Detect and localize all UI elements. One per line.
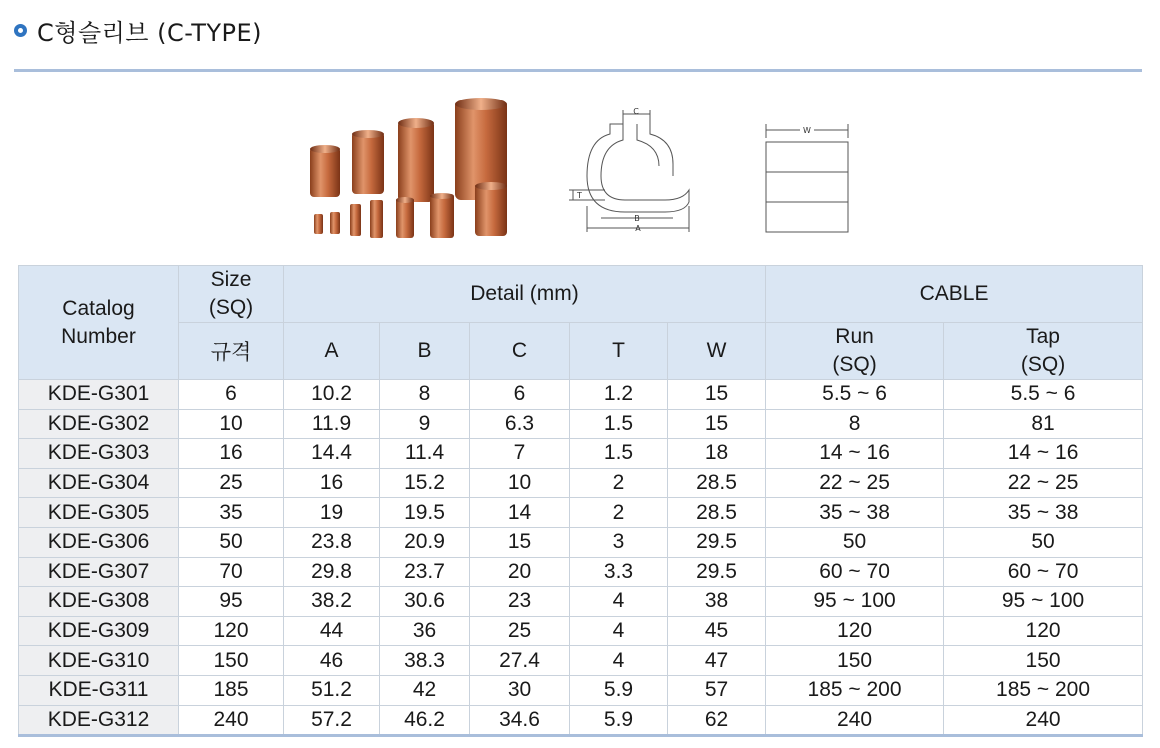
- catalog-number-cell: KDE-G312: [19, 705, 179, 736]
- t-cell: 1.5: [570, 409, 668, 439]
- title-divider: [14, 69, 1142, 72]
- catalog-number-cell: KDE-G310: [19, 646, 179, 676]
- col-c: C: [470, 323, 570, 380]
- tap-cell: 50: [944, 527, 1143, 557]
- tap-cell: 120: [944, 616, 1143, 646]
- b-cell: 8: [380, 380, 470, 410]
- spec-table: [18, 265, 1143, 737]
- col-tap: Tap (SQ): [944, 323, 1143, 380]
- tap-cell: 14 ~ 16: [944, 439, 1143, 469]
- t-label: T: [577, 191, 582, 200]
- table-row: [19, 468, 1143, 498]
- table-row: [19, 409, 1143, 439]
- size-cell: 16: [179, 439, 284, 469]
- col-t: T: [570, 323, 668, 380]
- w-cell: 47: [668, 646, 766, 676]
- size-cell: 10: [179, 409, 284, 439]
- catalog-number-cell: KDE-G305: [19, 498, 179, 528]
- run-cell: 22 ~ 25: [766, 468, 944, 498]
- table-row: [19, 557, 1143, 587]
- c-cell: 23: [470, 587, 570, 617]
- size-cell: 185: [179, 675, 284, 705]
- col-w: W: [668, 323, 766, 380]
- c-cell: 34.6: [470, 705, 570, 736]
- catalog-number-cell: KDE-G303: [19, 439, 179, 469]
- w-cell: 57: [668, 675, 766, 705]
- w-label: W: [803, 126, 811, 135]
- run-cell: 5.5 ~ 6: [766, 380, 944, 410]
- table-row: [19, 705, 1143, 736]
- b-cell: 11.4: [380, 439, 470, 469]
- size-cell: 150: [179, 646, 284, 676]
- size-cell: 70: [179, 557, 284, 587]
- page-title: C형슬리브 (C-TYPE): [37, 18, 263, 47]
- c-cell: 6.3: [470, 409, 570, 439]
- b-cell: 42: [380, 675, 470, 705]
- run-cell: 120: [766, 616, 944, 646]
- t-cell: 4: [570, 587, 668, 617]
- table-row: [19, 380, 1143, 410]
- run-cell: 50: [766, 527, 944, 557]
- col-b: B: [380, 323, 470, 380]
- w-width-diagram: [756, 118, 858, 236]
- a-cell: 14.4: [284, 439, 380, 469]
- a-cell: 46: [284, 646, 380, 676]
- c-cell: 15: [470, 527, 570, 557]
- catalog-number-cell: KDE-G307: [19, 557, 179, 587]
- b-cell: 15.2: [380, 468, 470, 498]
- w-cell: 29.5: [668, 527, 766, 557]
- run-cell: 95 ~ 100: [766, 587, 944, 617]
- b-cell: 30.6: [380, 587, 470, 617]
- run-cell: 8: [766, 409, 944, 439]
- catalog-number-cell: KDE-G309: [19, 616, 179, 646]
- c-cell: 14: [470, 498, 570, 528]
- c-label: C: [633, 107, 639, 116]
- size-cell: 95: [179, 587, 284, 617]
- table-row: [19, 646, 1143, 676]
- run-cell: 60 ~ 70: [766, 557, 944, 587]
- catalog-number-cell: KDE-G301: [19, 380, 179, 410]
- col-detail: Detail (mm): [284, 266, 766, 323]
- c-cell: 6: [470, 380, 570, 410]
- col-cable: CABLE: [766, 266, 1143, 323]
- b-cell: 38.3: [380, 646, 470, 676]
- b-cell: 36: [380, 616, 470, 646]
- a-cell: 10.2: [284, 380, 380, 410]
- t-cell: 1.5: [570, 439, 668, 469]
- product-photo: [300, 92, 510, 242]
- c-cell: 7: [470, 439, 570, 469]
- a-cell: 16: [284, 468, 380, 498]
- w-cell: 28.5: [668, 498, 766, 528]
- c-profile-diagram: [565, 106, 695, 236]
- b-label: B: [634, 214, 640, 223]
- c-cell: 10: [470, 468, 570, 498]
- run-cell: 150: [766, 646, 944, 676]
- col-size: Size (SQ): [179, 266, 284, 323]
- bullet-icon: [14, 24, 27, 37]
- tap-cell: 240: [944, 705, 1143, 736]
- size-cell: 240: [179, 705, 284, 736]
- w-cell: 15: [668, 380, 766, 410]
- col-size-sub: 규격: [179, 323, 284, 380]
- c-cell: 20: [470, 557, 570, 587]
- c-cell: 25: [470, 616, 570, 646]
- spec-table-body: [19, 380, 1143, 736]
- t-cell: 3: [570, 527, 668, 557]
- catalog-number-cell: KDE-G306: [19, 527, 179, 557]
- a-cell: 38.2: [284, 587, 380, 617]
- tap-cell: 22 ~ 25: [944, 468, 1143, 498]
- page-header: [14, 12, 262, 48]
- w-cell: 62: [668, 705, 766, 736]
- a-cell: 29.8: [284, 557, 380, 587]
- c-cell: 27.4: [470, 646, 570, 676]
- col-a: A: [284, 323, 380, 380]
- col-catalog-number: Catalog Number: [19, 266, 179, 380]
- tap-cell: 150: [944, 646, 1143, 676]
- w-cell: 45: [668, 616, 766, 646]
- table-row: [19, 527, 1143, 557]
- size-cell: 35: [179, 498, 284, 528]
- size-cell: 50: [179, 527, 284, 557]
- tap-cell: 81: [944, 409, 1143, 439]
- table-row: [19, 439, 1143, 469]
- col-run: Run (SQ): [766, 323, 944, 380]
- b-cell: 19.5: [380, 498, 470, 528]
- t-cell: 5.9: [570, 705, 668, 736]
- a-cell: 57.2: [284, 705, 380, 736]
- table-row: [19, 587, 1143, 617]
- tap-cell: 60 ~ 70: [944, 557, 1143, 587]
- b-cell: 20.9: [380, 527, 470, 557]
- catalog-number-cell: KDE-G308: [19, 587, 179, 617]
- catalog-number-cell: KDE-G302: [19, 409, 179, 439]
- t-cell: 5.9: [570, 675, 668, 705]
- w-cell: 28.5: [668, 468, 766, 498]
- run-cell: 185 ~ 200: [766, 675, 944, 705]
- a-cell: 51.2: [284, 675, 380, 705]
- size-cell: 120: [179, 616, 284, 646]
- a-cell: 19: [284, 498, 380, 528]
- a-cell: 11.9: [284, 409, 380, 439]
- catalog-number-cell: KDE-G311: [19, 675, 179, 705]
- a-label: A: [635, 224, 641, 233]
- c-cell: 30: [470, 675, 570, 705]
- b-cell: 9: [380, 409, 470, 439]
- w-cell: 38: [668, 587, 766, 617]
- w-cell: 29.5: [668, 557, 766, 587]
- run-cell: 14 ~ 16: [766, 439, 944, 469]
- tap-cell: 95 ~ 100: [944, 587, 1143, 617]
- w-cell: 15: [668, 409, 766, 439]
- t-cell: 2: [570, 468, 668, 498]
- b-cell: 23.7: [380, 557, 470, 587]
- run-cell: 240: [766, 705, 944, 736]
- b-cell: 46.2: [380, 705, 470, 736]
- catalog-number-cell: KDE-G304: [19, 468, 179, 498]
- t-cell: 2: [570, 498, 668, 528]
- a-cell: 23.8: [284, 527, 380, 557]
- t-cell: 4: [570, 646, 668, 676]
- size-cell: 25: [179, 468, 284, 498]
- table-row: [19, 616, 1143, 646]
- run-cell: 35 ~ 38: [766, 498, 944, 528]
- tap-cell: 185 ~ 200: [944, 675, 1143, 705]
- tap-cell: 5.5 ~ 6: [944, 380, 1143, 410]
- a-cell: 44: [284, 616, 380, 646]
- w-cell: 18: [668, 439, 766, 469]
- tap-cell: 35 ~ 38: [944, 498, 1143, 528]
- table-row: [19, 675, 1143, 705]
- size-cell: 6: [179, 380, 284, 410]
- product-figures: [0, 92, 1160, 252]
- table-row: [19, 498, 1143, 528]
- t-cell: 3.3: [570, 557, 668, 587]
- t-cell: 4: [570, 616, 668, 646]
- t-cell: 1.2: [570, 380, 668, 410]
